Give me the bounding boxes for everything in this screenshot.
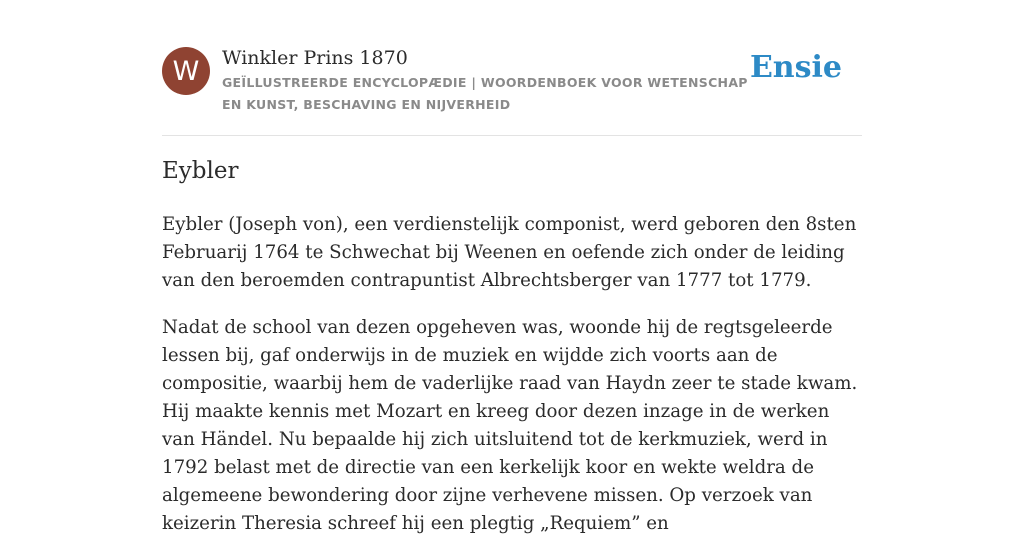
article-title: Eybler bbox=[162, 158, 239, 184]
ensie-logo-link[interactable]: Ensie bbox=[749, 50, 842, 85]
publication-subtitle: GEÏLLUSTREERDE ENCYCLOPÆDIE | WOORDENBOEK VOOR WETENSCHAP EN KUNST, BESCHAVING EN NIJVERHEID bbox=[222, 75, 748, 112]
page-content bbox=[162, 0, 862, 534]
article-body bbox=[162, 211, 866, 557]
publication-avatar[interactable]: W bbox=[162, 47, 210, 95]
article-paragraph: Eybler (Joseph von), een verdienstelijk componist, werd geboren den 8sten Februarij 1764 te Schwechat bij Weenen en oefende zich onder de leiding van den beroemden contrapuntist Albrechtsberger van 1777 tot 1779. bbox=[162, 214, 857, 291]
article-paragraph: Nadat de school van dezen opgeheven was, woonde hij de regtsgeleerde lessen bij, gaf onderwijs in de muziek en wijdde zich voorts aan de compositie, waarbij hem de vaderlijke raad van Haydn zeer te stade kwam. Hij maakte kennis met Mozart en kreeg door dezen inzage in de werken van Händel. Nu bepaalde hij zich uitsluitend tot de kerkmuziek, werd in 1792 belast met de directie van een kerkelijk koor en wekte weldra de algemeene bewondering door zijne verhevene missen. Op verzoek van keizerin Theresia schreef hij een plegtig „Requiem” en bbox=[162, 317, 858, 534]
publication-header bbox=[162, 0, 862, 136]
publication-title[interactable]: Winkler Prins 1870 bbox=[222, 47, 408, 69]
publication-info bbox=[222, 45, 762, 116]
